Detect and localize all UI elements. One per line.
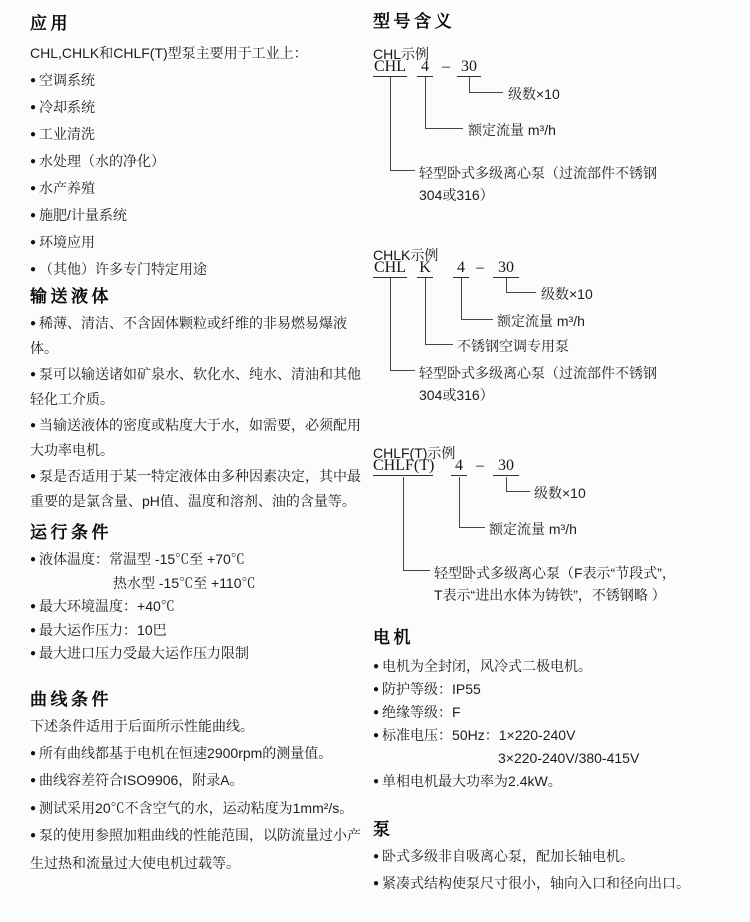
description-line: 304或316） [419,187,494,203]
bullet-icon: ● [373,707,380,718]
connector-line [390,77,415,171]
model-code-part: 30 [493,457,519,476]
connector-line [425,77,463,129]
bullet-icon: ● [30,775,37,786]
curve-conditions-intro: 下述条件适用于后面所示性能曲线。 [30,717,254,734]
list-item [373,770,747,793]
list-item [30,67,364,94]
list-item [30,311,364,360]
list-item [30,413,364,462]
bullet-icon: ● [30,624,37,636]
curve-conditions-list [30,740,364,878]
section-heading-curve-conditions: 曲线条件 [30,689,112,709]
model-code-part: CHLF(T) [373,457,435,474]
bullet-icon: ● [373,730,380,741]
description-line: 304或316） [419,387,494,403]
description-line: 轻型卧式多级离心泵（F表示“节段式”， [434,565,676,581]
list-item [30,595,364,619]
list-item-text: （其他）许多专门特定用途 [39,261,208,277]
list-item-continuation: 3×220-240V/380-415V [498,750,640,766]
list-item-text: 水处理（水的净化） [39,153,166,169]
connector-line [425,278,453,345]
model-code-part: 4 [453,259,469,278]
list-item-text: 紧凑式结构使泵尺寸很小，轴向入口和径向出口。 [382,875,691,891]
connector-line [461,278,493,320]
model-code-part: 4 [451,457,467,476]
description-line: T表示“进出水体为铸铁”，不锈钢略 ） [434,587,666,603]
right-column [373,0,747,897]
list-item [30,148,364,175]
bullet-icon: ● [30,369,37,380]
list-item-text: 泵可以输送诸如矿泉水、软化水、纯水、清油和其他轻化工介质。 [30,366,362,407]
list-item-text: 卧式多级非自吸离心泵，配加长轴电机。 [382,848,635,864]
model-diagram-chl [373,44,747,209]
bullet-icon: ● [30,601,37,612]
list-item [30,464,364,513]
model-diagram-chlft [373,443,747,613]
list-item [30,619,364,643]
callout-flow: 额定流量 m³/h [468,122,556,138]
list-item [30,740,364,768]
bullet-icon: ● [30,318,37,329]
diagram-title: CHLK示例 [373,247,439,263]
list-item [30,548,364,572]
callout-stages: 级数×10 [508,86,560,102]
connector-line [469,77,503,93]
pump-list [373,843,747,897]
bullet-icon: ● [373,878,380,889]
left-column [30,0,364,877]
list-item [373,678,747,701]
list-item [30,175,364,202]
list-item-text: 冷却系统 [39,99,96,115]
list-item [30,229,364,256]
list-item [30,121,364,148]
list-item-text: 泵是否适用于某一特定液体由多种因素决定，其中最重要的是氯含量、pH值、温度和溶剂、油的含量等。 [30,468,362,509]
bullet-icon: ● [30,802,37,814]
list-item-text: 泵的使用参照加粗曲线的性能范围，以防流量过小产生过热和流量过大使电机过载等。 [30,827,362,871]
applications-list [30,67,364,283]
list-item-text: 曲线容差符合ISO9906，附录A。 [39,772,244,788]
section-heading-pumped-liquids: 输送液体 [30,287,112,306]
list-item-text: 电机为全封闭，风冷式二极电机。 [382,658,593,674]
section-heading-model-designation: 型号含义 [373,12,455,31]
bullet-icon: ● [30,102,37,113]
list-item-text: 绝缘等级：F [382,704,461,720]
connector-line [403,477,430,571]
list-item-text: 水产养殖 [39,180,96,196]
bullet-icon: ● [30,183,37,194]
list-item-text: 稀薄、清洁、不含固体颗粒或纤维的非易燃易爆液体。 [30,315,348,356]
list-item [373,870,747,897]
bullet-icon: ● [30,471,37,482]
model-code-part: K [417,259,433,278]
model-code-dash: – [442,58,450,75]
list-item [30,202,364,229]
bullet-icon: ● [30,210,37,221]
bullet-icon: ● [373,851,380,862]
list-item-text: 施肥/计量系统 [39,207,127,223]
list-item-text: 单相电机最大功率为2.4kW。 [382,773,562,789]
bullet-icon: ● [30,75,37,86]
bullet-icon: ● [30,830,37,841]
callout-series-description [419,362,727,406]
list-item-text: 最大进口压力受最大运作压力限制 [39,645,250,661]
model-code-part: CHL [374,58,406,75]
list-item-text: 工业清洗 [39,126,96,142]
connector-line [390,278,415,371]
list-item-text: 所有曲线都基于电机在恒速2900rpm的测量值。 [39,744,333,761]
diagram-title: CHL示例 [373,46,430,62]
list-item-text: 测试采用20℃不含空气的水，运动粘度为1mm²/s。 [39,799,354,816]
applications-intro: CHL,CHLK和CHLF(T)型泵主要用于工业上： [30,45,308,61]
model-code-dash: – [476,259,484,276]
connector-line [506,477,530,492]
bullet-icon: ● [373,661,380,672]
model-code-dash: – [476,457,484,474]
model-code-part: 30 [457,58,481,77]
list-item [30,256,364,283]
list-item-text: 空调系统 [39,72,96,88]
list-item [30,642,364,666]
callout-k-meaning: 不锈钢空调专用泵 [457,338,569,354]
bullet-icon: ● [30,156,37,167]
list-item-text: 最大运作压力：10巴 [39,621,167,638]
bullet-icon: ● [373,684,380,695]
connector-line [459,477,485,528]
model-code-part: 4 [417,58,433,77]
bullet-icon: ● [30,264,37,275]
list-item-text: 标准电压：50Hz：1×220-240V [382,727,576,743]
pumped-liquids-list [30,311,364,513]
callout-series-description [434,562,742,606]
bullet-icon: ● [30,747,37,759]
list-item-continuation: 热水型 -15℃至 +110℃ [113,574,256,591]
list-item-text: 液体温度：常温型 -15℃至 +70℃ [39,551,245,567]
list-item [30,822,364,877]
description-line: 轻型卧式多级离心泵（过流部件不锈钢 [419,365,657,381]
bullet-icon: ● [30,129,37,140]
section-heading-operating-conditions: 运行条件 [30,523,112,542]
list-item-text: 当输送液体的密度或粘度大于水，如需要，必须配用大功率电机。 [30,417,362,458]
callout-flow: 额定流量 m³/h [497,313,585,329]
callout-series-description [419,162,727,206]
list-item [373,701,747,724]
model-code-part: CHL [374,259,406,276]
bullet-icon: ● [373,776,380,787]
description-line: 轻型卧式多级离心泵（过流部件不锈钢 [419,165,657,181]
list-item-text: 环境应用 [39,234,96,250]
motor-list [373,655,747,793]
list-item-text: 防护等级：IP55 [382,681,481,697]
model-diagram-chlk [373,245,747,405]
operating-conditions-list [30,548,364,666]
bullet-icon: ● [30,420,37,431]
list-item [30,767,364,795]
diagram-title: CHLF(T)示例 [373,445,456,461]
bullet-icon: ● [30,237,37,248]
bullet-icon: ● [30,554,37,565]
list-item-text: 最大环境温度：+40℃ [39,598,175,614]
connector-line [506,278,536,293]
section-heading-applications: 应用 [30,14,71,33]
callout-stages: 级数×10 [541,286,593,302]
bullet-icon: ● [30,648,37,659]
list-item [373,724,747,747]
section-heading-pump: 泵 [373,820,394,839]
list-item [373,655,747,678]
callout-flow: 额定流量 m³/h [489,521,577,537]
list-item [30,795,364,823]
list-item [30,362,364,411]
model-code-part: 30 [493,259,519,278]
list-item [373,843,747,870]
callout-stages: 级数×10 [534,485,586,501]
section-heading-motor: 电机 [373,628,414,647]
list-item [30,94,364,121]
